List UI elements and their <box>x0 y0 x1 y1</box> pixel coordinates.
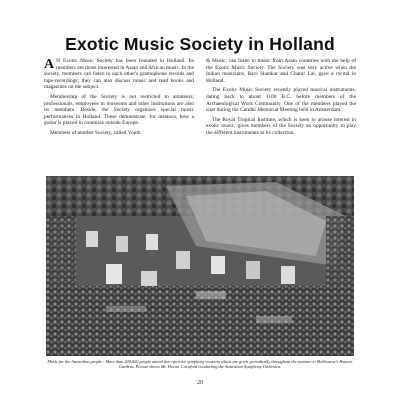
drop-cap: A <box>44 58 55 72</box>
paragraph: Membership of the Society is not restricted to amateurs; professionals, employees in museums and other institutions are also its members. Beside, the Society organizes special music performances in Holland. These demonstrate, for instance, how a guitar is played in countries outside Europe. <box>44 93 194 127</box>
paragraph <box>44 58 194 91</box>
photo-caption: Music for the Australian people : More than 200,000 people attend free open-air symphony concerts which are given periodically throughout the summer in Melbourne's Botanic Gardens. Picture shows Mr. Hector Crawford conducting the Australian Symphony Orchestra. <box>47 359 353 370</box>
magazine-page <box>44 28 356 386</box>
page-number: 20 <box>197 380 203 386</box>
concert-photo <box>46 176 354 356</box>
right-column <box>206 58 356 178</box>
article-body <box>44 58 356 178</box>
paragraph: The Exotic Music Society recently played musical instruments, dating back to about 1100 B.C. before members of the Archaeological Work Community. One of the members played the sitar during the Gandhi Memorial Meeting held in Amsterdam. <box>206 87 356 114</box>
concert-crowd-image <box>46 176 354 356</box>
article-title: Exotic Music Society in Holland <box>65 34 335 54</box>
paragraph: Members of another Society, called Youth <box>50 129 141 136</box>
paragraph: & Music, can listen to music from Asian countries with the help of the Exotic Music Society. The Society was very active when the Indian musicians, Ravi Shankar and Chatur Lal, gave a recital in Holland. <box>206 58 356 84</box>
paragraph-text: N Exotic Music Society has been founded in Holland. Its members are those interested in Asian and African music. In the society, members can listen to each other's gramophone records and tape-recordings; they can also discuss music and read books and magazines on the subject. <box>44 58 194 91</box>
left-column <box>44 58 194 178</box>
paragraph: The Royal Tropical Institute, which is keen to arouse interest in exotic music, gives members of the Society an opportunity to play the different instruments in its collection. <box>206 116 356 136</box>
